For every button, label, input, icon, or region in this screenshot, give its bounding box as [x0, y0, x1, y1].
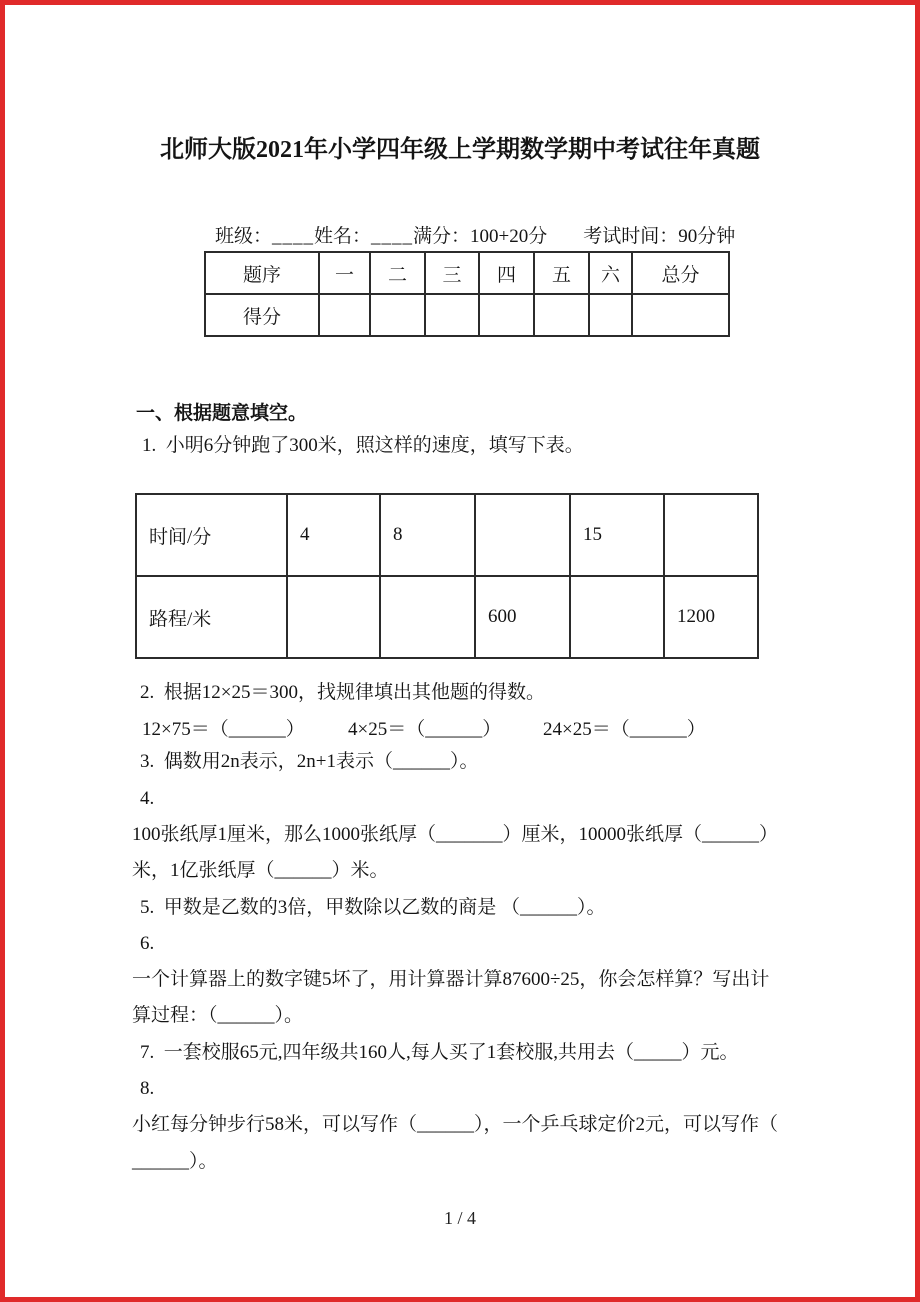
- question-1-text: 1. 小明6分钟跑了300米，照这样的速度，填写下表。: [142, 435, 584, 456]
- score-cell-empty: [479, 294, 534, 336]
- question-6-line2: 算过程：（______）。: [132, 1005, 304, 1026]
- score-cell-empty: [589, 294, 632, 336]
- q1-cell: [570, 576, 664, 658]
- question-8-line2: ______）。: [132, 1151, 218, 1172]
- question-7-text: 7. 一套校服65元,四年级共160人,每人买了1套校服,共用去（_____）元。: [140, 1042, 739, 1063]
- score-table-header-cell: 一: [319, 252, 370, 294]
- question-4-line1: 100张纸厚1厘米，那么1000张纸厚（_______）厘米，10000张纸厚（______）: [132, 824, 779, 845]
- question-4-line2: 米，1亿张纸厚（______）米。: [132, 860, 389, 881]
- q1-table-time-row: [136, 494, 758, 576]
- question-1-table: [135, 493, 759, 659]
- class-label: 班级：: [215, 226, 273, 247]
- page-number: 1 / 4: [443, 1208, 476, 1228]
- question-6-number: 6.: [140, 933, 155, 954]
- q1-row-label: 路程/米: [136, 576, 287, 658]
- score-table: [204, 251, 730, 337]
- score-table-header-cell: 二: [370, 252, 425, 294]
- question-3-text: 3. 偶数用2n表示，2n+1表示（______）。: [140, 751, 479, 772]
- full-score-label: 满分：100+20分: [413, 226, 548, 247]
- q2-formula-2: 4×25＝（______）: [348, 719, 502, 740]
- score-table-header-cell: 题序: [205, 252, 319, 294]
- q1-row-label: 时间/分: [136, 494, 287, 576]
- section1-heading: 一、根据题意填空。: [136, 403, 308, 424]
- score-cell-empty: [534, 294, 589, 336]
- score-table-score-row: [205, 294, 729, 336]
- q2-formula-3: 24×25＝（______）: [543, 719, 706, 740]
- q1-cell: 1200: [664, 576, 758, 658]
- q1-cell: 600: [475, 576, 570, 658]
- exam-info-line: [215, 221, 735, 248]
- q1-table-distance-row: [136, 576, 758, 658]
- score-cell-empty: [632, 294, 729, 336]
- question-8-number: 8.: [140, 1078, 155, 1099]
- question-5-text: 5. 甲数是乙数的3倍，甲数除以乙数的商是 （______）。: [140, 897, 606, 918]
- q1-cell: 4: [287, 494, 380, 576]
- q1-cell: [664, 494, 758, 576]
- q2-formula-1: 12×75＝（______）: [142, 719, 305, 740]
- q1-cell: 15: [570, 494, 664, 576]
- name-label: 姓名：: [314, 226, 372, 247]
- score-table-header-cell: 总分: [632, 252, 729, 294]
- question-2-text: 2. 根据12×25＝300，找规律填出其他题的得数。: [140, 682, 545, 703]
- score-table-header-cell: 四: [479, 252, 534, 294]
- question-8-line1: 小红每分钟步行58米，可以写作（______），一个乒乓球定价2元，可以写作（: [132, 1114, 779, 1135]
- score-row-label: 得分: [205, 294, 319, 336]
- score-table-header-cell: 六: [589, 252, 632, 294]
- q1-cell: [380, 576, 475, 658]
- page-title: 北师大版2021年小学四年级上学期数学期中考试往年真题: [160, 137, 760, 163]
- exam-time-label: 考试时间：90分钟: [583, 226, 736, 247]
- score-table-header-cell: 五: [534, 252, 589, 294]
- question-4-number: 4.: [140, 788, 155, 809]
- q1-cell: 8: [380, 494, 475, 576]
- name-blank: ____: [371, 226, 414, 247]
- question-2-formulas: [5, 714, 915, 738]
- q1-cell: [475, 494, 570, 576]
- q1-cell: [287, 576, 380, 658]
- score-cell-empty: [370, 294, 425, 336]
- class-blank: ____: [272, 226, 315, 247]
- score-cell-empty: [425, 294, 479, 336]
- score-table-header-row: [205, 252, 729, 294]
- question-6-line1: 一个计算器上的数字键5坏了，用计算器计算87600÷25，你会怎样算？写出计: [132, 969, 770, 990]
- score-cell-empty: [319, 294, 370, 336]
- score-table-header-cell: 三: [425, 252, 479, 294]
